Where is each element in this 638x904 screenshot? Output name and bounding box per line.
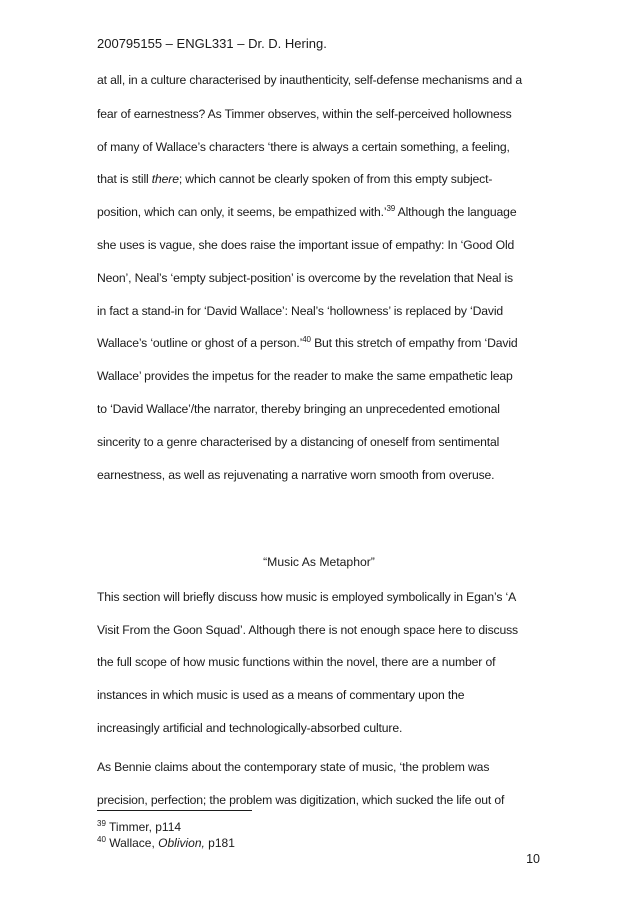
page-header: 200795155 – ENGL331 – Dr. D. Hering. [97,36,327,51]
footnote-separator [97,810,252,811]
footnote-text: Timmer, p114 [105,820,182,834]
footnote-39 [97,820,181,834]
body-line: increasingly artificial and technologically-absorbed culture. [97,721,403,735]
body-line: Wallace’ provides the impetus for the reader to make the same empathetic leap [97,369,513,383]
body-line [97,205,516,219]
body-line: Visit From the Goon Squad’. Although there is not enough space here to discuss [97,623,518,637]
body-line: This section will briefly discuss how music is employed symbolically in Egan’s ‘A [97,590,517,604]
body-line: she uses is vague, she does raise the important issue of empathy: In ‘Good Old [97,238,515,252]
body-line: the full scope of how music functions within the novel, there are a number of [97,655,496,669]
footnote-italic-title: Oblivion, [158,836,205,850]
emphasis-text: there [151,172,179,186]
body-line: of many of Wallace’s characters ‘there is always a certain something, a feeling, [97,140,510,154]
footnote-ref-40[interactable]: 40 [302,334,311,344]
body-line: sincerity to a genre characterised by a distancing of oneself from sentimental [97,435,500,449]
footnote-text: p181 [204,836,235,850]
section-title: “Music As Metaphor” [263,555,375,569]
page-number: 10 [526,852,540,866]
body-line [97,172,492,186]
body-text: that is still [97,172,152,186]
body-text: ; which cannot be clearly spoken of from this empty subject- [178,172,493,186]
body-line: As Bennie claims about the contemporary state of music, ‘the problem was [97,760,490,774]
body-line: earnestness, as well as rejuvenating a narrative worn smooth from overuse. [97,468,495,482]
body-text: But this stretch of empathy from ‘David [310,336,518,350]
body-line: Neon’, Neal’s ‘empty subject-position’ is overcome by the revelation that Neal is [97,271,513,285]
body-text: position, which can only, it seems, be empathized with.’ [97,205,387,219]
body-line: in fact a stand-in for ‘David Wallace’: Neal’s ‘hollowness’ is replaced by ‘David [97,304,504,318]
body-text: Wallace’s ‘outline or ghost of a person.’ [97,336,303,350]
body-line: fear of earnestness? As Timmer observes, within the self-perceived hollowness [97,107,512,121]
body-line: instances in which music is used as a means of commentary upon the [97,688,465,702]
body-line: at all, in a culture characterised by inauthenticity, self-defense mechanisms and a [97,73,522,87]
body-line [97,336,518,350]
footnote-text: Wallace, [105,836,159,850]
footnote-ref-39[interactable]: 39 [386,203,396,213]
body-line: to ‘David Wallace’/the narrator, thereby bringing an unprecedented emotional [97,402,500,416]
footnote-number: 40 [97,835,106,844]
body-text: Although the language [395,205,517,219]
footnote-number: 39 [97,819,106,828]
body-line: precision, perfection; the problem was digitization, which sucked the life out of [97,793,505,807]
footnote-40 [97,836,235,850]
